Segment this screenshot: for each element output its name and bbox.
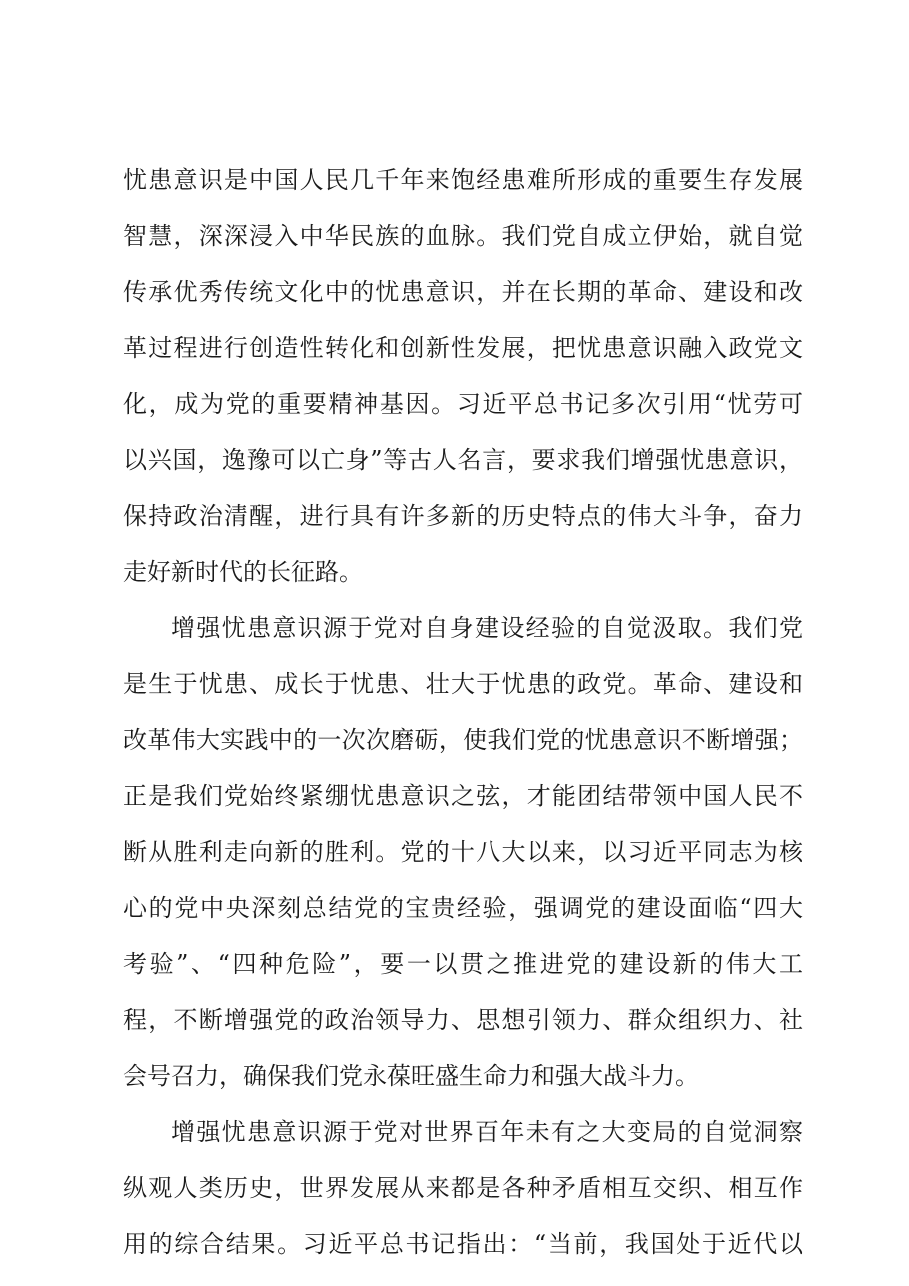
text-line: 会号召力，确保我们党永葆旺盛生命力和强大战斗力。	[123, 1062, 699, 1090]
text-line: 革过程进行创造性转化和创新性发展，把忧患意识融入政党文	[123, 334, 803, 362]
body-text	[123, 152, 803, 1272]
text-line: 是生于忧患、成长于忧患、壮大于忧患的政党。革命、建设和	[123, 670, 803, 698]
text-line: 保持政治清醒，进行具有许多新的历史特点的伟大斗争，奋力	[123, 502, 803, 530]
text-line: 传承优秀传统文化中的忧患意识，并在长期的革命、建设和改	[123, 278, 803, 306]
text-line: 忧患意识是中国人民几千年来饱经患难所形成的重要生存发展	[123, 166, 803, 194]
text-line: 纵观人类历史，世界发展从来都是各种矛盾相互交织、相互作	[123, 1174, 803, 1202]
text-line: 正是我们党始终紧绷忧患意识之弦，才能团结带领中国人民不	[123, 782, 803, 810]
paragraph-start: 增强忧患意识源于党对世界百年未有之大变局的自觉洞察	[171, 1118, 803, 1146]
text-line: 考验”、“四种危险”，要一以贯之推进党的建设新的伟大工	[123, 950, 803, 978]
text-line: 心的党中央深刻总结党的宝贵经验，强调党的建设面临“四大	[123, 894, 803, 922]
text-line: 以兴国，逸豫可以亡身”等古人名言，要求我们增强忧患意识，	[123, 446, 803, 474]
text-line: 化，成为党的重要精神基因。习近平总书记多次引用“忧劳可	[123, 390, 803, 418]
text-line: 走好新时代的长征路。	[123, 558, 363, 586]
text-line: 改革伟大实践中的一次次磨砺，使我们党的忧患意识不断增强；	[123, 726, 803, 754]
paragraph-start: 增强忧患意识源于党对自身建设经验的自觉汲取。我们党	[171, 614, 803, 642]
text-line: 智慧，深深浸入中华民族的血脉。我们党自成立伊始，就自觉	[123, 222, 803, 250]
text-line: 用的综合结果。习近平总书记指出：“当前，我国处于近代以	[123, 1230, 803, 1258]
text-line: 断从胜利走向新的胜利。党的十八大以来，以习近平同志为核	[123, 838, 803, 866]
text-line: 程，不断增强党的政治领导力、思想引领力、群众组织力、社	[123, 1006, 803, 1034]
